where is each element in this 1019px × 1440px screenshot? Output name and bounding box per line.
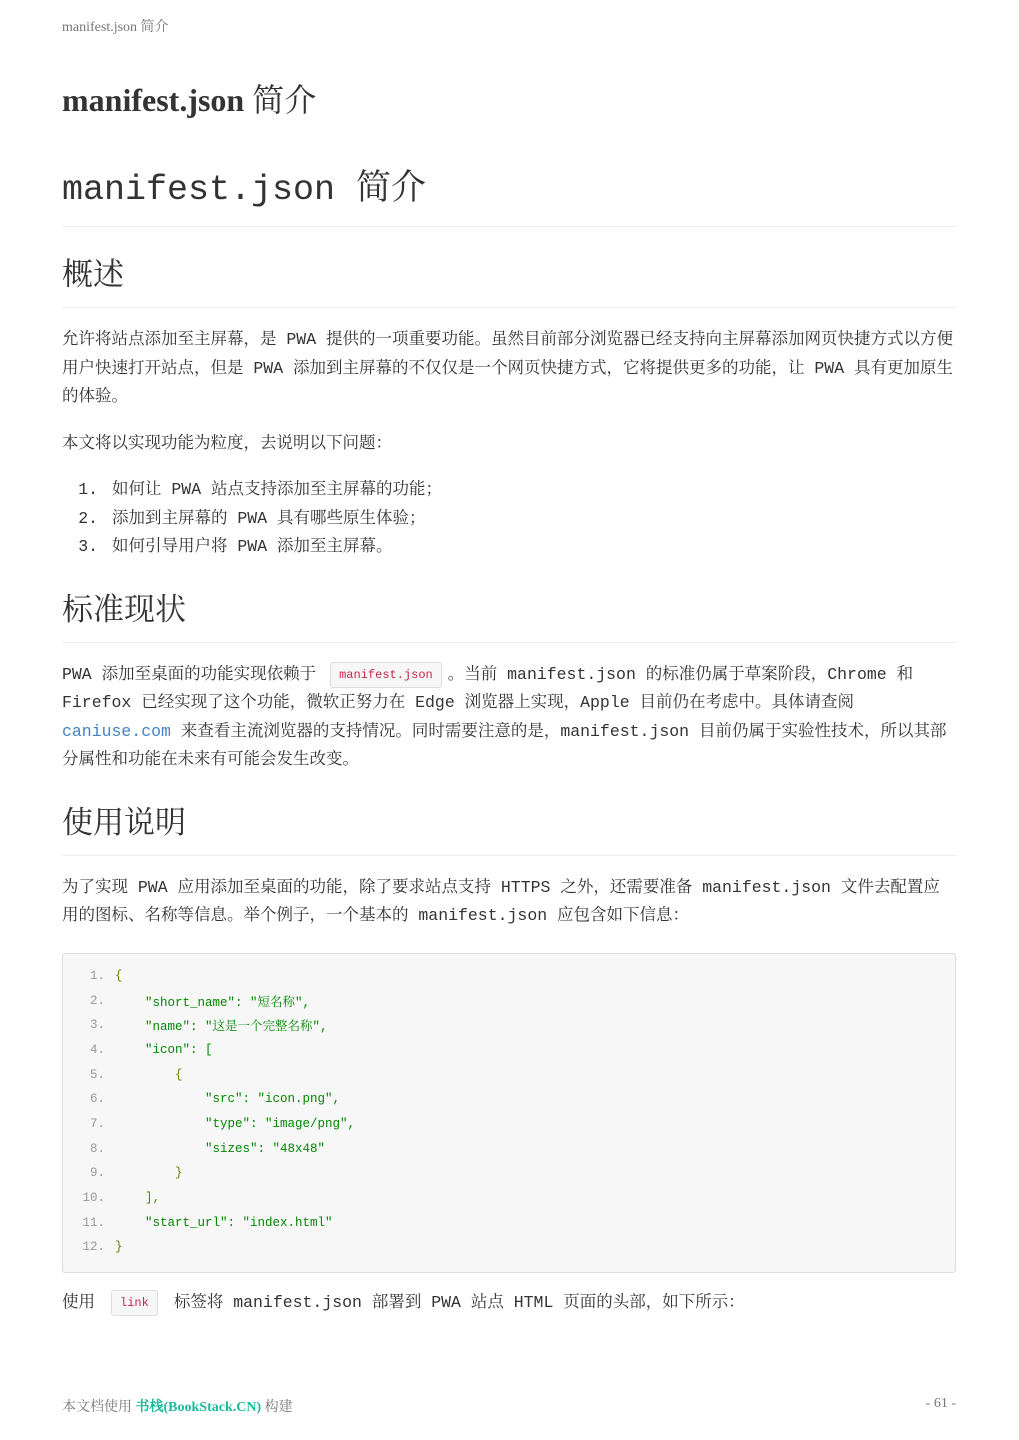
code-line: [63, 1136, 955, 1161]
usage-paragraph-1: 为了实现 PWA 应用添加至桌面的功能，除了要求站点支持 HTTPS 之外，还需要准备 manifest.json 文件去配置应用的图标、名称等信息。举个例子，一个基本的 manifest.json 应包含如下信息：: [62, 877, 940, 925]
code-line: [63, 1235, 955, 1260]
code-line: [63, 1210, 955, 1235]
code-block: [62, 953, 956, 1273]
inline-code-manifest: manifest.json: [330, 662, 442, 688]
footer-prefix: 本文档使用: [62, 1400, 136, 1415]
document-title-cjk: 简介: [252, 82, 317, 118]
line-number: 11.: [82, 1215, 105, 1230]
code-text: "short_name": "短名称",: [115, 995, 311, 1010]
code-line: [63, 964, 955, 989]
code-line: [63, 1038, 955, 1063]
code-text: "src": "icon.png",: [115, 1092, 341, 1107]
standard-text-start: PWA 添加至桌面的功能实现依赖于: [62, 664, 317, 684]
line-number: 2.: [89, 993, 105, 1008]
list-item: 1. 如何让 PWA 站点支持添加至主屏幕的功能；: [108, 476, 956, 505]
code-text: "type": "image/png",: [115, 1116, 356, 1131]
bookstack-link[interactable]: 书栈(BookStack.CN): [135, 1400, 262, 1415]
line-number: 9.: [89, 1166, 105, 1181]
code-text: }: [115, 1240, 123, 1255]
standard-text-end: 来查看主流浏览器的支持情况。同时需要注意的是，manifest.json 目前仍属于实验性技术，所以其部分属性和功能在未来有可能会发生改变。: [62, 721, 947, 769]
page-footer: [62, 1396, 956, 1416]
usage-text-start: 使用: [62, 1292, 95, 1312]
line-number: 6.: [89, 1092, 105, 1107]
list-item: 2. 添加到主屏幕的 PWA 具有哪些原生体验；: [108, 505, 956, 534]
question-list: [62, 476, 956, 562]
code-line: [63, 1087, 955, 1112]
document-title: [62, 78, 316, 122]
article-heading: manifest.json 简介: [62, 166, 956, 227]
line-number: 10.: [82, 1191, 105, 1206]
running-header: manifest.json 简介: [62, 20, 169, 35]
code-text: "name": "这是一个完整名称",: [115, 1020, 328, 1035]
code-text: }: [115, 1166, 183, 1181]
usage-text-end: 标签将 manifest.json 部署到 PWA 站点 HTML 页面的头部，如下所示：: [173, 1292, 745, 1312]
line-number: 5.: [89, 1067, 105, 1082]
line-number: 7.: [89, 1116, 105, 1131]
article-content: [62, 166, 956, 1317]
code-line: [63, 1062, 955, 1087]
caniuse-link[interactable]: caniuse.com: [62, 721, 171, 741]
section-heading-overview: 概述: [62, 253, 956, 308]
overview-paragraph-2: 本文将以实现功能为粒度，去说明以下问题：: [62, 433, 392, 453]
line-number: 12.: [82, 1240, 105, 1255]
code-text: "icon": [: [115, 1042, 213, 1057]
usage-paragraph-2: [62, 1289, 956, 1318]
code-line: [63, 1186, 955, 1211]
document-title-latin: manifest.json: [62, 82, 245, 118]
footer-credit: [62, 1396, 293, 1416]
list-item: 3. 如何引导用户将 PWA 添加至主屏幕。: [108, 533, 956, 562]
footer-suffix: 构建: [261, 1400, 293, 1415]
standard-text-mid: 。当前 manifest.json 的标准仍属于草案阶段，Chrome 和 Firefox 已经实现了这个功能，微软正努力在 Edge 浏览器上实现，Apple 目前仍在考虑中。具体请查阅: [62, 664, 914, 712]
section-heading-usage: 使用说明: [62, 801, 956, 856]
code-text: ],: [115, 1191, 161, 1206]
section-heading-standard: 标准现状: [62, 588, 956, 643]
code-line: [63, 1161, 955, 1186]
line-number: 1.: [89, 968, 105, 983]
line-number: 8.: [89, 1141, 105, 1156]
code-line: [63, 1112, 955, 1137]
overview-paragraph-1: 允许将站点添加至主屏幕，是 PWA 提供的一项重要功能。虽然目前部分浏览器已经支持向主屏幕添加网页快捷方式以方便用户快速打开站点，但是 PWA 添加到主屏幕的不仅仅是一个网页快捷方式，它将提供更多的功能，让 PWA 具有更加原生的体验。: [62, 330, 954, 406]
code-line: [63, 988, 955, 1013]
standard-paragraph: [62, 661, 956, 775]
code-line: [63, 1013, 955, 1038]
page-number: - 61 -: [925, 1396, 956, 1411]
code-text: "sizes": "48x48": [115, 1141, 326, 1156]
line-number: 3.: [89, 1018, 105, 1033]
code-text: {: [115, 968, 123, 983]
code-text: {: [115, 1067, 183, 1082]
line-number: 4.: [89, 1042, 105, 1057]
code-text: "start_url": "index.html": [115, 1215, 333, 1230]
inline-code-link: link: [111, 1290, 158, 1316]
